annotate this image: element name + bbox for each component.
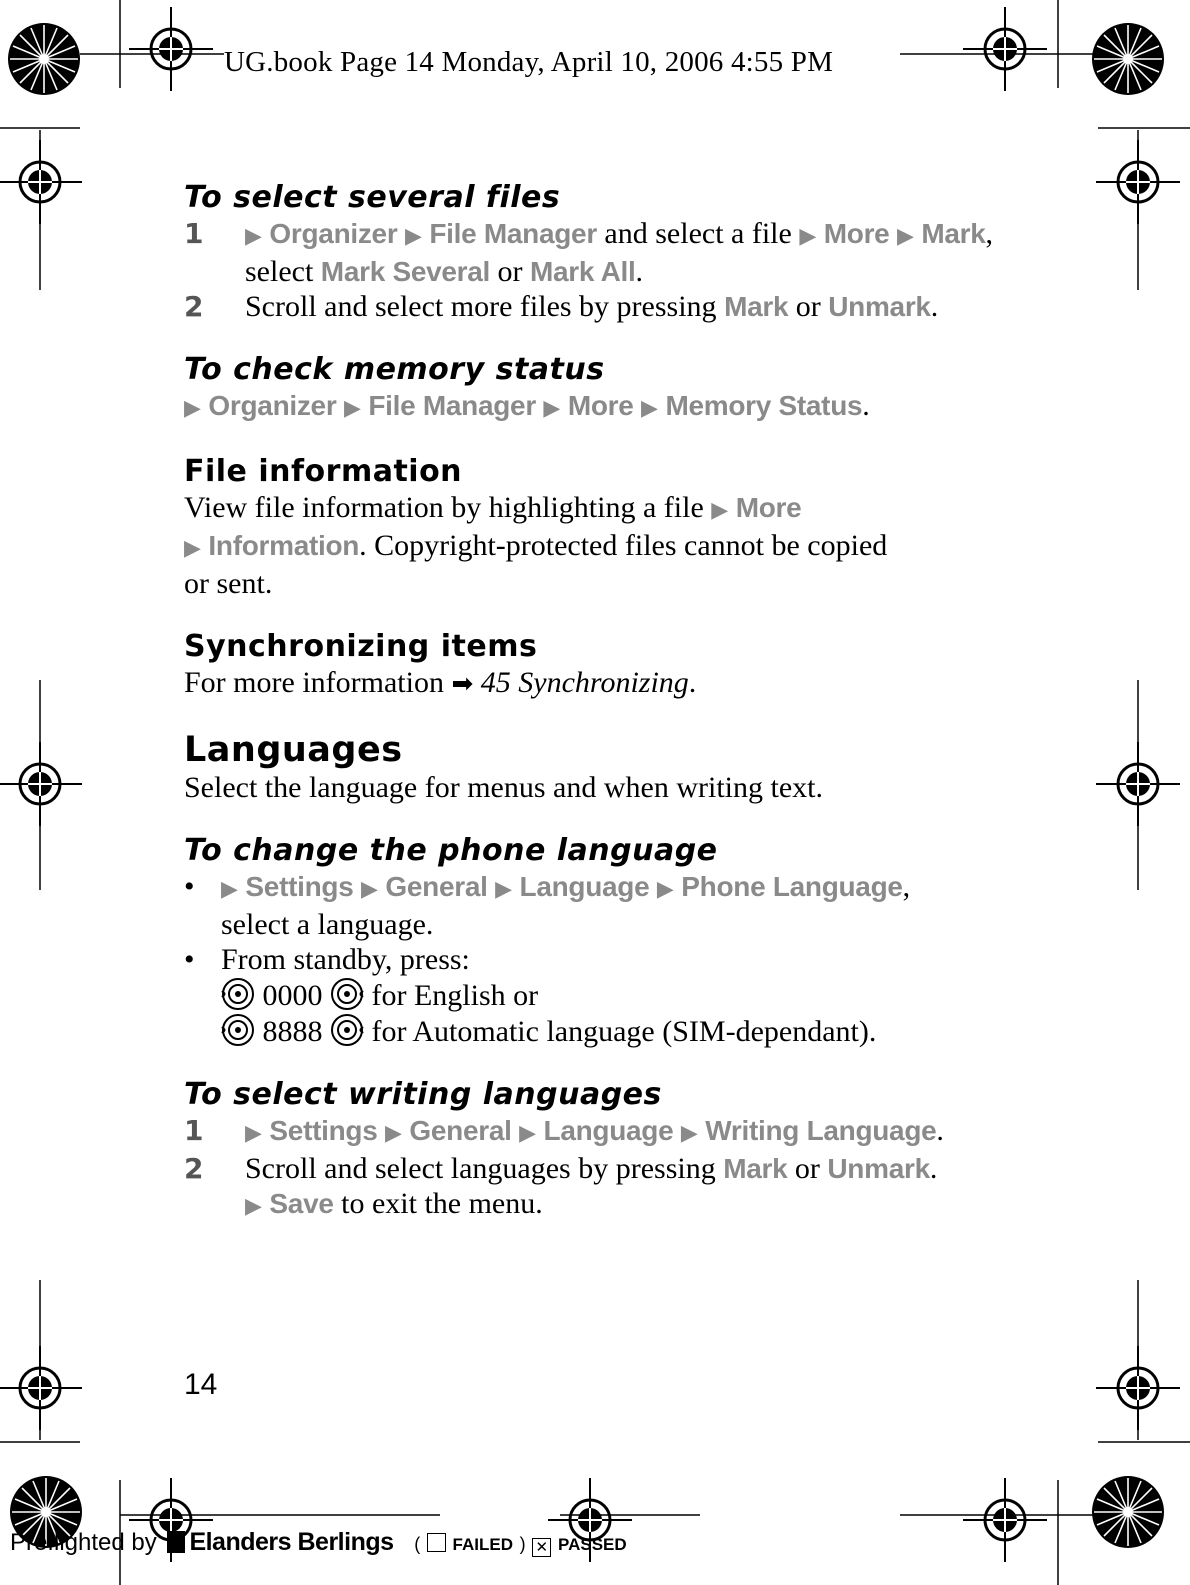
menu-mark: Mark <box>723 1153 788 1184</box>
text: select a language. <box>221 908 434 941</box>
heading-languages: Languages <box>184 730 403 770</box>
text: . <box>930 290 939 323</box>
text: select <box>245 255 321 288</box>
text: . <box>688 666 697 699</box>
arrow-icon: ▶ <box>543 396 561 421</box>
text: for Automatic language (SIM-dependant). <box>364 1015 877 1048</box>
menu-organizer: Organizer <box>208 390 337 421</box>
text: Scroll and select more files by pressing <box>245 290 725 323</box>
menu-phone-language: Phone Language <box>681 871 903 902</box>
page-number: 14 <box>184 1368 218 1401</box>
arrow-icon: ▶ <box>711 498 729 523</box>
arrow-icon: ▶ <box>245 1194 262 1219</box>
passed-label: PASSED <box>558 1535 627 1554</box>
text: View file information by highlighting a file <box>184 491 712 524</box>
arrow-icon: ▶ <box>680 1121 698 1146</box>
step-number: 1 <box>184 1114 204 1147</box>
bullet-1 <box>184 869 1014 942</box>
languages-text: Select the language for menus and when writing text. <box>184 771 823 804</box>
step-2 <box>184 1151 1014 1224</box>
menu-settings: Settings <box>269 1115 378 1146</box>
text: or sent. <box>184 567 273 600</box>
heading-synchronizing-items: Synchronizing items <box>184 629 538 664</box>
text: Scroll and select languages by pressing <box>245 1152 724 1185</box>
arrow-icon: ▶ <box>245 1121 262 1146</box>
text: or <box>489 255 530 288</box>
menu-settings: Settings <box>245 871 354 902</box>
text: and select a file <box>596 217 800 250</box>
text: From standby, press: <box>221 943 470 976</box>
menu-mark: Mark <box>724 291 789 322</box>
arrow-icon: ▶ <box>360 877 378 902</box>
bullet: • <box>184 870 195 903</box>
text: . <box>862 389 870 422</box>
elanders-logo-icon <box>167 1531 185 1553</box>
heading-select-several-files: To select several files <box>184 180 561 215</box>
navigation-key-icon <box>330 1013 364 1047</box>
menu-unmark: Unmark <box>828 291 931 322</box>
menu-organizer: Organizer <box>269 218 398 249</box>
menu-file-manager: File Manager <box>429 218 597 249</box>
failed-label: FAILED <box>452 1535 513 1554</box>
menu-mark: Mark <box>921 218 986 249</box>
reference-link: 45 Synchronizing <box>480 666 689 699</box>
passed-checkbox-icon: ✕ <box>532 1538 551 1557</box>
menu-language: Language <box>519 871 650 902</box>
text: to exit the menu. <box>333 1187 543 1220</box>
arrow-icon: ▶ <box>184 396 201 421</box>
arrow-icon: ▶ <box>221 877 238 902</box>
step-1 <box>184 1113 1014 1151</box>
menu-file-manager: File Manager <box>368 390 536 421</box>
step-number: 2 <box>184 1152 204 1185</box>
heading-select-writing-languages: To select writing languages <box>184 1077 662 1112</box>
key-code: 8888 <box>255 1015 330 1048</box>
bullet: • <box>184 943 195 976</box>
memory-status-path <box>184 388 1014 426</box>
arrow-icon: ▶ <box>245 224 262 249</box>
text: or <box>788 290 829 323</box>
menu-more: More <box>735 492 802 523</box>
text: or <box>787 1152 828 1185</box>
text: For more information <box>184 666 452 699</box>
synchronizing-text <box>184 665 1014 702</box>
arrow-icon: ▶ <box>404 224 422 249</box>
arrow-icon: ▶ <box>384 1121 402 1146</box>
text: , <box>985 217 994 250</box>
step-1 <box>184 216 1014 289</box>
print-slug: UG.book Page 14 Monday, April 10, 2006 4:55 PM <box>224 46 834 78</box>
arrow-icon: ▶ <box>656 877 674 902</box>
preflighted-label: Preflighted by <box>10 1529 157 1556</box>
menu-general: General <box>409 1115 512 1146</box>
menu-unmark: Unmark <box>827 1153 930 1184</box>
text: . <box>635 255 643 288</box>
brand-name: Elanders Berlings <box>189 1528 394 1556</box>
step-2 <box>184 289 1014 324</box>
navigation-key-icon <box>330 977 364 1011</box>
heading-file-information: File information <box>184 454 463 489</box>
menu-more: More <box>567 390 634 421</box>
menu-information: Information <box>208 530 360 561</box>
arrow-icon: ▶ <box>184 536 201 561</box>
navigation-key-icon <box>221 1013 255 1047</box>
menu-save: Save <box>269 1188 334 1219</box>
navigation-key-icon <box>221 977 255 1011</box>
text: , <box>902 870 911 903</box>
paren-open: ( <box>414 1534 421 1554</box>
arrow-icon: ▶ <box>519 1121 537 1146</box>
heading-change-phone-language: To change the phone language <box>184 833 718 868</box>
bullet-2 <box>184 942 1014 1049</box>
menu-language: Language <box>543 1115 674 1146</box>
menu-writing-language: Writing Language <box>705 1115 937 1146</box>
step-number: 2 <box>184 290 204 323</box>
menu-mark-all: Mark All <box>529 256 636 287</box>
text: . <box>936 1114 944 1147</box>
arrow-icon: ▶ <box>641 396 658 421</box>
menu-more: More <box>823 218 890 249</box>
preflight-footer <box>10 1528 627 1557</box>
heading-check-memory-status: To check memory status <box>184 352 605 387</box>
menu-mark-several: Mark Several <box>320 256 490 287</box>
step-number: 1 <box>184 217 204 250</box>
menu-general: General <box>385 871 488 902</box>
text: . <box>929 1152 938 1185</box>
menu-memory-status: Memory Status <box>665 390 863 421</box>
failed-checkbox-icon <box>427 1533 446 1552</box>
text: . Copyright-protected files cannot be copied <box>359 529 888 562</box>
text: for English or <box>364 979 539 1012</box>
arrow-icon: ▶ <box>799 224 817 249</box>
arrow-icon: ▶ <box>495 877 513 902</box>
page-content <box>184 180 1014 1224</box>
right-arrow-icon: ➡ <box>451 669 474 699</box>
key-code: 0000 <box>255 979 330 1012</box>
arrow-icon: ▶ <box>343 396 361 421</box>
arrow-icon: ▶ <box>896 224 914 249</box>
paren-close: ) <box>519 1534 526 1554</box>
file-information-text <box>184 490 1014 601</box>
